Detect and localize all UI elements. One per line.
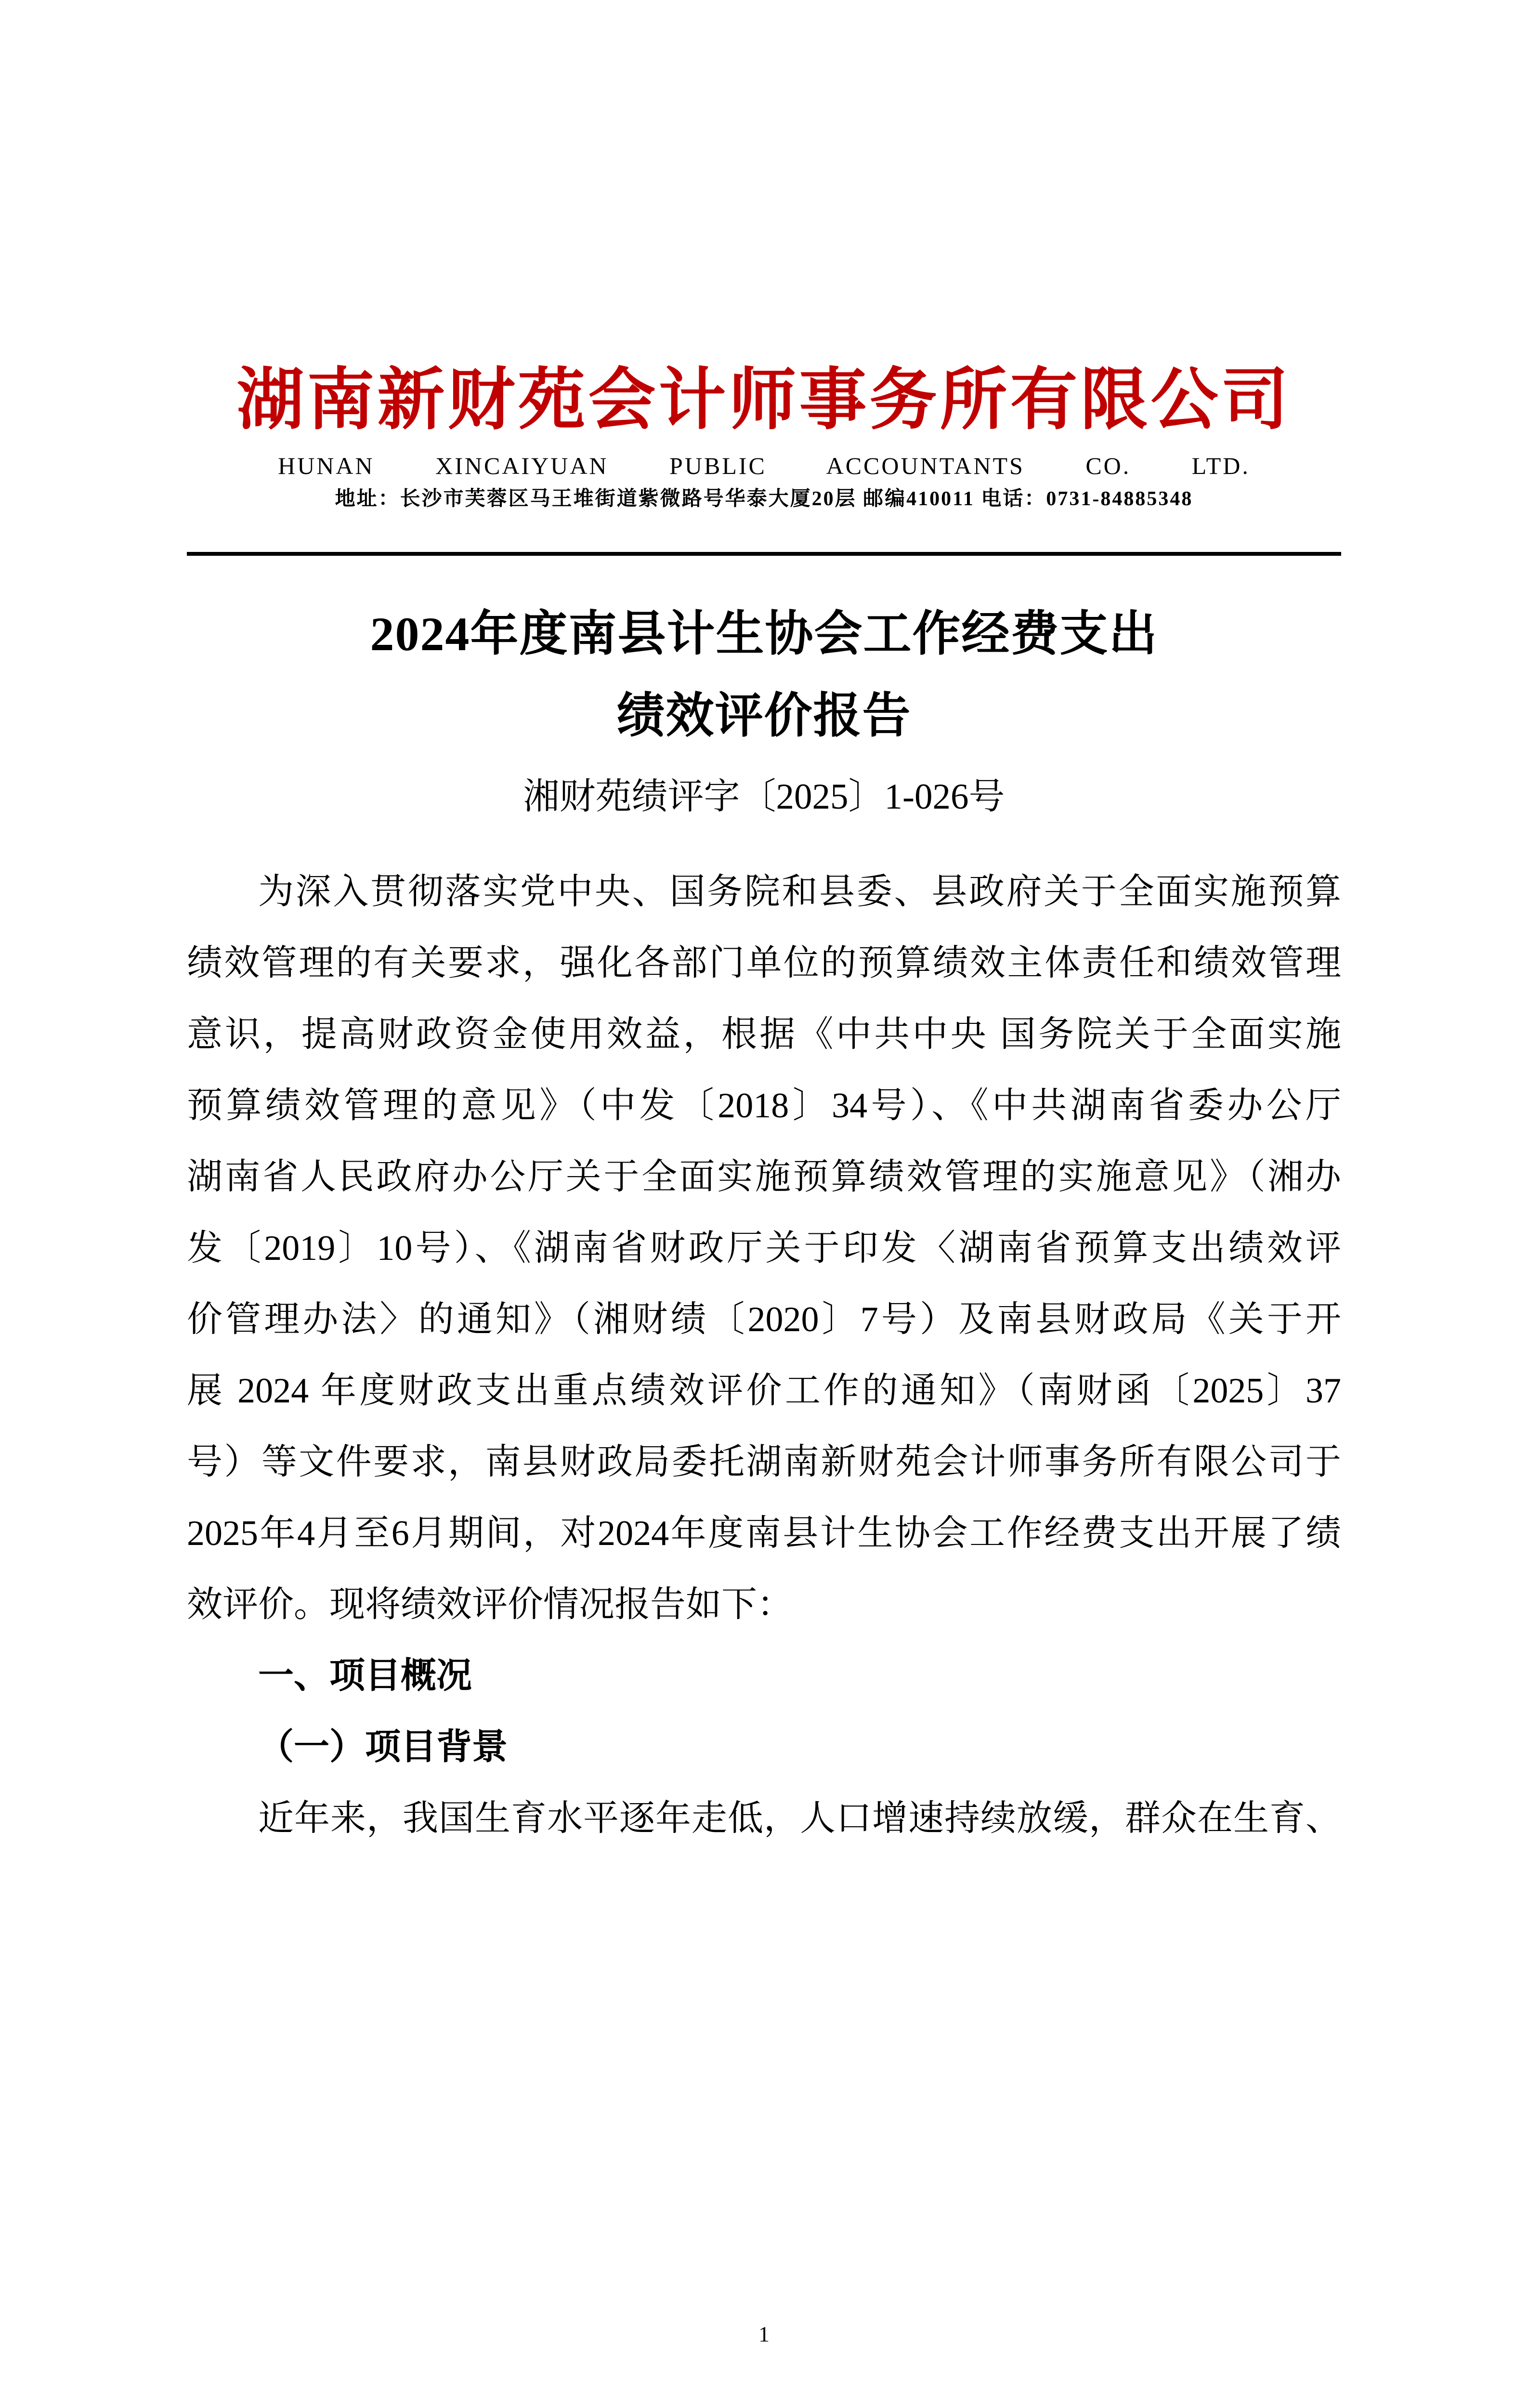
- paragraph-line: 意识，提高财政资金使用效益，根据《中共中央 国务院关于全面实施: [187, 1015, 1341, 1055]
- subsection-heading: （一）项目背景: [258, 1727, 508, 1767]
- paragraph-line: 发〔2019〕10号）、《湖南省财政厅关于印发〈湖南省预算支出绩效评: [187, 1229, 1341, 1269]
- paragraph-line: 预算绩效管理的意见》（中发〔2018〕34号）、《中共湖南省委办公厅: [187, 1086, 1341, 1126]
- body-paragraph-1: [187, 856, 1341, 1640]
- company-address: 地址：长沙市芙蓉区马王堆街道紫微路号华泰大厦20层 邮编410011 电话：0731-84885348: [335, 488, 1193, 510]
- paragraph-line: 展 2024 年度财政支出重点绩效评价工作的通知》（南财函〔2025〕37: [187, 1371, 1341, 1411]
- company-name-cn: 湖南新财苑会计师事务所有限公司: [236, 363, 1292, 438]
- company-name-en: HUNAN XINCAIYUAN PUBLIC ACCOUNTANTS CO. LTD.: [278, 452, 1250, 479]
- report-title-line-1: 2024年度南县计生协会工作经费支出: [370, 607, 1158, 661]
- paragraph-line: 湖南省人民政府办公厅关于全面实施预算绩效管理的实施意见》（湘办: [187, 1157, 1341, 1197]
- paragraph-line: 绩效管理的有关要求，强化各部门单位的预算绩效主体责任和绩效管理: [187, 943, 1341, 983]
- paragraph-line: 效评价。现将绩效评价情况报告如下：: [187, 1585, 793, 1625]
- paragraph-line: 近年来，我国生育水平逐年走低，人口增速持续放缓，群众在生育、: [258, 1799, 1341, 1839]
- section-heading: 一、项目概况: [258, 1656, 472, 1696]
- page-number: 1: [758, 2322, 770, 2346]
- paragraph-line: 为深入贯彻落实党中央、国务院和县委、县政府关于全面实施预算: [258, 872, 1341, 912]
- report-title-line-2: 绩效评价报告: [616, 689, 912, 743]
- header-divider-rule: [187, 552, 1341, 556]
- report-page: [187, 364, 1341, 1854]
- paragraph-line: 价管理办法〉的通知》（湘财绩〔2020〕7号）及南县财政局《关于开: [187, 1300, 1341, 1340]
- paragraph-line: 2025年4月至6月期间，对2024年度南县计生协会工作经费支出开展了绩: [187, 1514, 1341, 1554]
- document-number: 湘财苑绩评字〔2025〕1-026号: [523, 776, 1005, 817]
- paragraph-line: 号）等文件要求，南县财政局委托湖南新财苑会计师事务所有限公司于: [187, 1442, 1341, 1482]
